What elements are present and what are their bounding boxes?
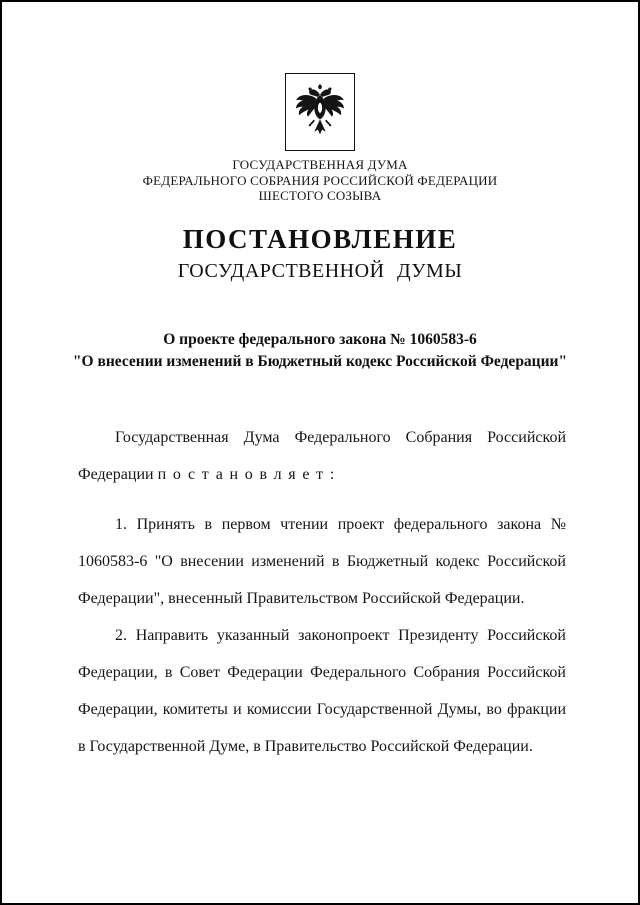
org-name-block	[2, 157, 638, 204]
subject-line-2: "О внесении изменений в Бюджетный кодекс Российской Федерации"	[72, 352, 568, 370]
resolution-subject-title	[2, 329, 638, 373]
org-line-assembly: ФЕДЕРАЛЬНОГО СОБРАНИЯ РОССИЙСКОЙ ФЕДЕРАЦИИ	[142, 172, 498, 188]
body-paragraph-1: 1. Принять в первом чтении проект федерального закона № 1060583-6 "О внесении изменений в Бюджетный кодекс Российской Федерации", внесенный Правительством Российской Федерации.	[78, 515, 566, 607]
org-line-convocation: ШЕСТОГО СОЗЫВА	[258, 188, 382, 203]
double-headed-eagle-icon	[294, 82, 346, 142]
subject-line-1: О проекте федерального закона № 1060583-6	[163, 330, 477, 348]
org-line-duma: ГОСУДАРСТВЕННАЯ ДУМА	[232, 157, 408, 172]
document-type-heading: ПОСТАНОВЛЕНИЕ	[182, 223, 458, 254]
coat-of-arms-frame	[285, 73, 355, 151]
document-body	[2, 419, 638, 765]
body-paragraph-2: 2. Направить указанный законопроект Президенту Российской Федерации, в Совет Федерации Федерального Собрания Российской Федерации, комитеты и комиссии Государственной Думы, во фракции в Государственной Думе, в Правительство Российской Федерации.	[78, 626, 566, 755]
intro-verb: постановляет:	[157, 465, 342, 483]
intro-text: Государственная Дума Федерального Собрания Российской Федерации	[78, 428, 566, 483]
intro-paragraph	[78, 419, 566, 493]
resolution-items	[78, 506, 566, 765]
document-org-subheading: ГОСУДАРСТВЕННОЙ ДУМЫ	[177, 259, 463, 282]
